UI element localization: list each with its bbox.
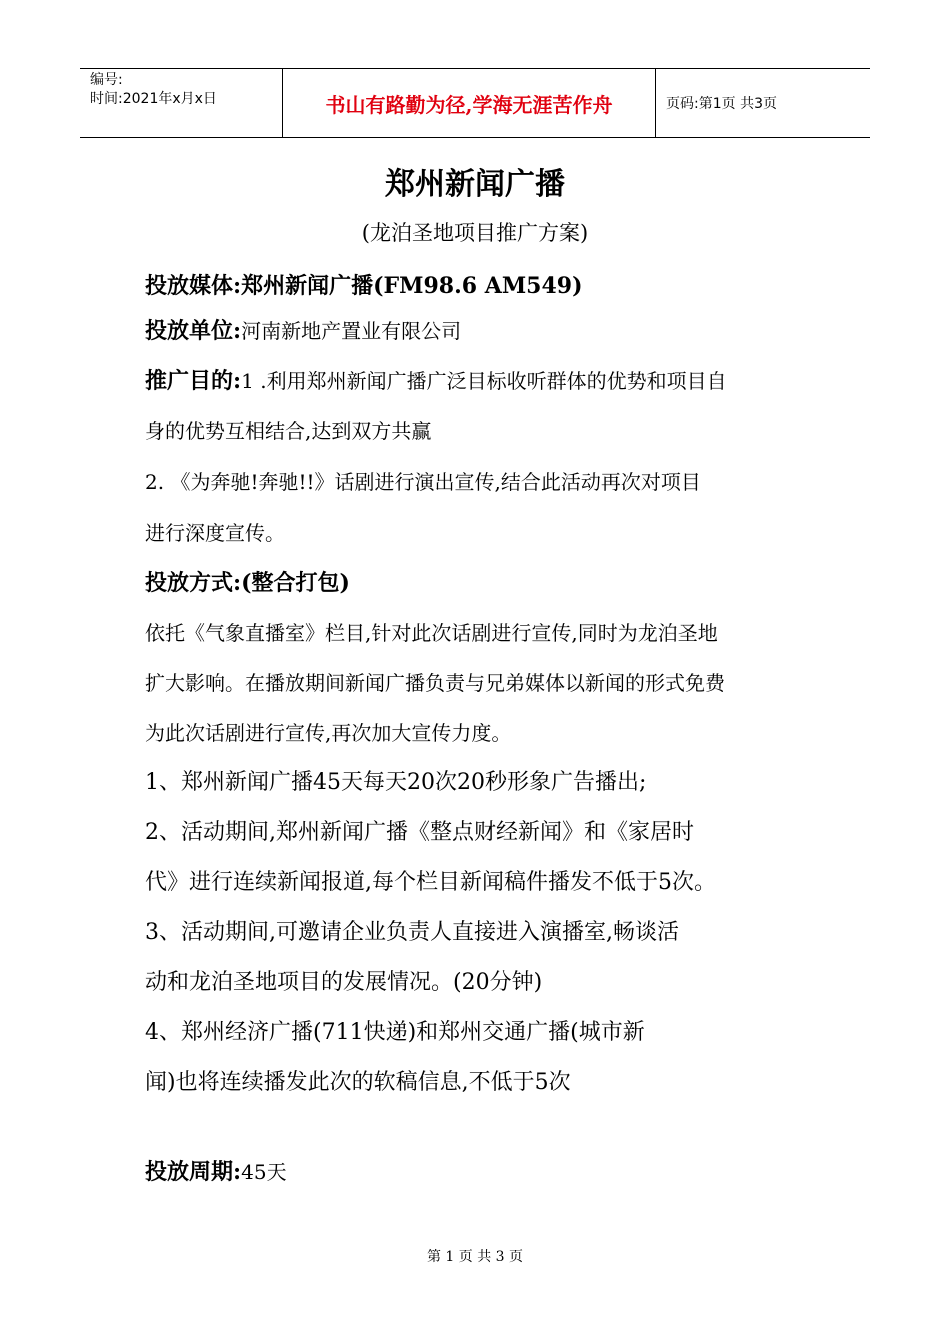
method-text-3: 为此次话剧进行宣传,再次加大宣传力度。 — [145, 721, 512, 745]
item-4-line-1: 4、郑州经济广播(711快递)和郑州交通广播(城市新 — [145, 1020, 645, 1045]
purpose-text-4: 进行深度宣传。 — [145, 521, 285, 545]
header-meta — [80, 69, 282, 137]
item-2-line-2: 代》进行连续新闻报道,每个栏目新闻稿件播发不低于5次。 — [145, 870, 716, 895]
unit-value: 河南新地产置业有限公司 — [241, 319, 462, 343]
method-text-2: 扩大影响。在播放期间新闻广播负责与兄弟媒体以新闻的形式免费 — [145, 671, 725, 695]
item-2-line-1: 2、活动期间,郑州新闻广播《整点财经新闻》和《家居时 — [145, 820, 694, 845]
unit-line — [145, 306, 815, 356]
purpose-line-1 — [145, 356, 815, 406]
purpose-label: 推广目的: — [145, 368, 242, 394]
period-value: 45天 — [241, 1160, 287, 1184]
item-4-line-2: 闻)也将连续播发此次的软稿信息,不低于5次 — [145, 1070, 571, 1095]
spacer — [145, 1108, 815, 1150]
document-body — [145, 266, 815, 1194]
item-3-line-2: 动和龙泊圣地项目的发展情况。(20分钟) — [145, 970, 543, 995]
item-1: 1、郑州新闻广播45天每天20次20秒形象广告播出; — [145, 770, 647, 795]
method-text-1: 依托《气象直播室》栏目,针对此次话剧进行宣传,同时为龙泊圣地 — [145, 621, 718, 645]
purpose-text-1: 1 .利用郑州新闻广播广泛目标收听群体的优势和项目自 — [241, 369, 727, 393]
document-title: 郑州新闻广播 — [385, 167, 565, 202]
unit-label: 投放单位: — [145, 318, 242, 344]
purpose-text-3: 2. 《为奔驰!奔驰!!》话剧进行演出宣传,结合此活动再次对项目 — [145, 470, 701, 494]
header-table — [80, 68, 870, 138]
purpose-text-2: 身的优势互相结合,达到双方共赢 — [145, 419, 432, 443]
document-subtitle: (龙泊圣地项目推广方案) — [361, 221, 589, 245]
period-line — [145, 1150, 815, 1194]
number-label: 编号: — [90, 72, 123, 88]
header-page-info: 页码:第1页 共3页 — [666, 96, 777, 112]
time-label: 时间:2021年x月x日 — [90, 91, 217, 107]
period-label: 投放周期: — [145, 1159, 242, 1185]
media-heading: 投放媒体:郑州新闻广播(FM98.6 AM549) — [145, 273, 583, 299]
page-footer: 第 1 页 共 3 页 — [426, 1249, 524, 1265]
header-motto: 书山有路勤为径,学海无涯苦作舟 — [282, 69, 656, 137]
method-heading: 投放方式:(整合打包) — [145, 570, 350, 596]
item-3-line-1: 3、活动期间,可邀请企业负责人直接进入演播室,畅谈活 — [145, 920, 679, 945]
